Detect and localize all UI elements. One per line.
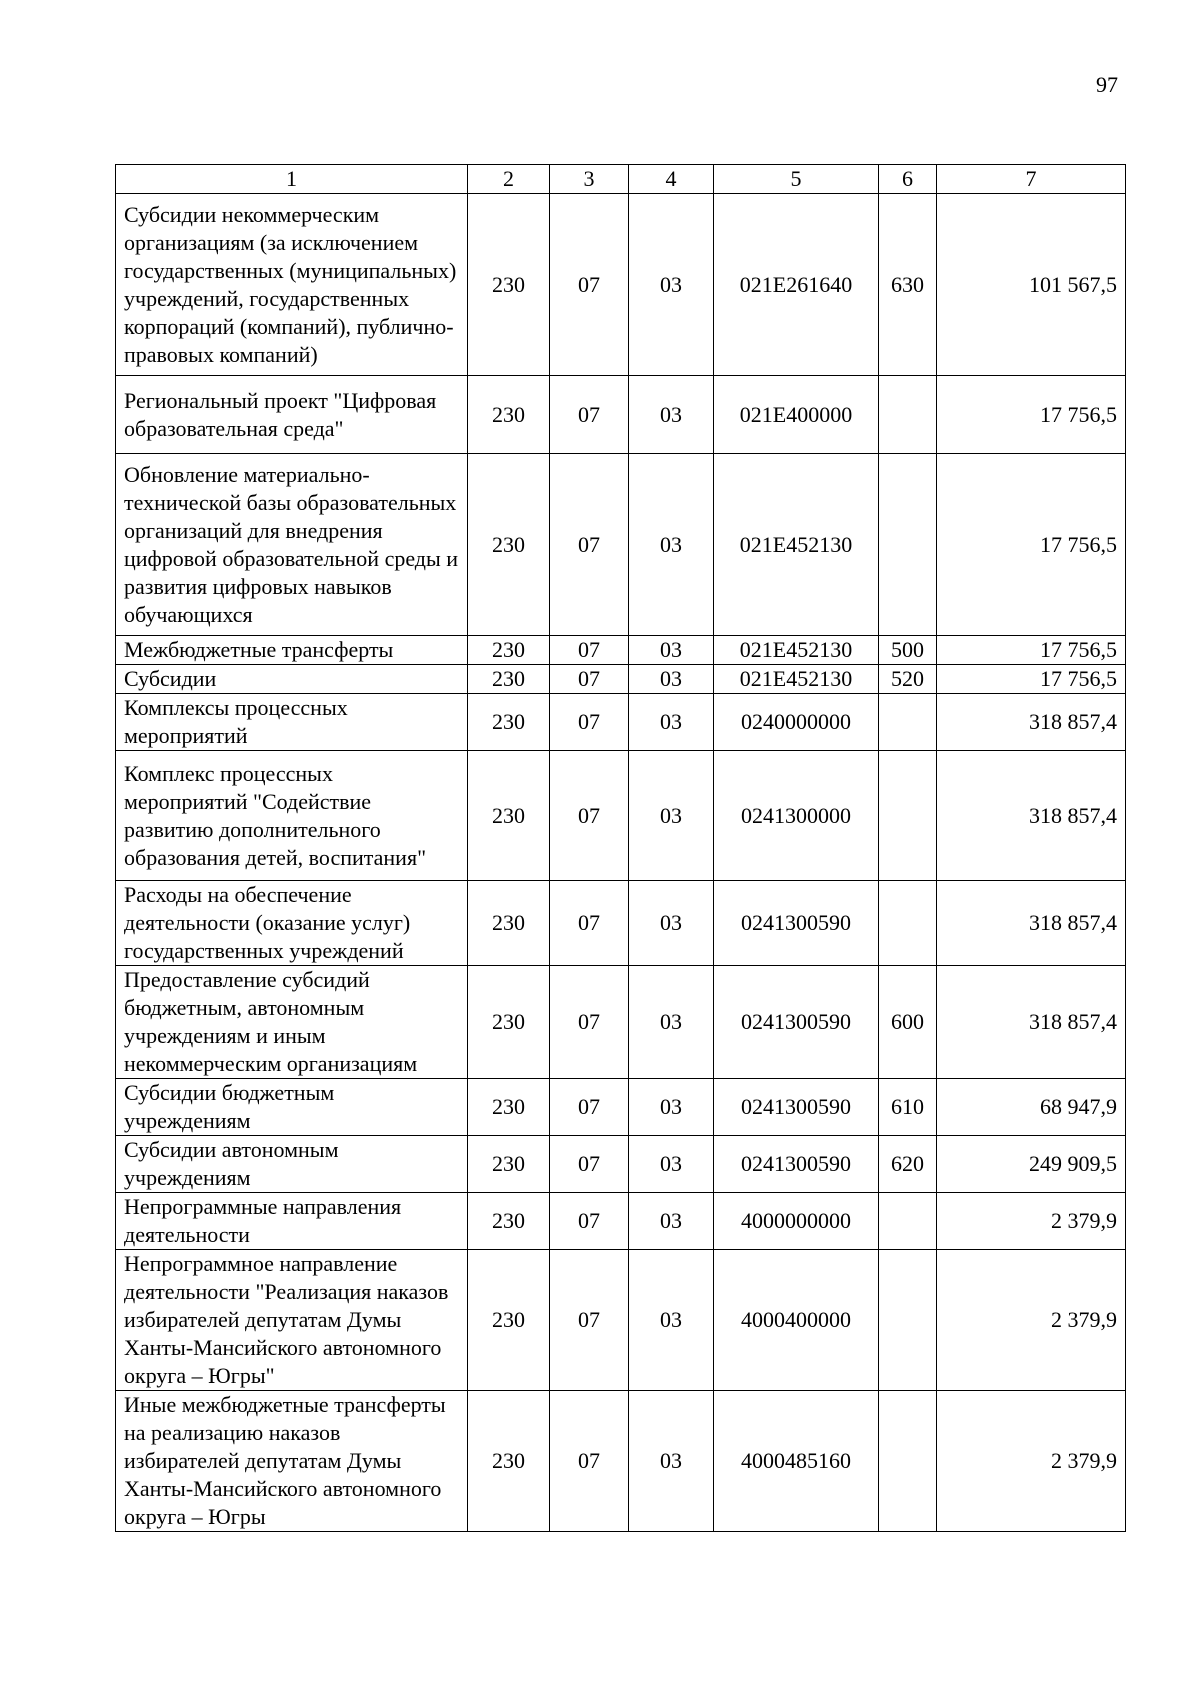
table-row <box>116 376 1126 454</box>
row-target-cell: 021E400000 <box>714 376 879 454</box>
row-type-cell <box>879 694 937 751</box>
row-type-cell <box>879 1193 937 1250</box>
row-subsection-cell: 03 <box>629 881 714 966</box>
column-header: 6 <box>879 165 937 194</box>
row-section-cell: 07 <box>550 1193 629 1250</box>
row-section-cell: 07 <box>550 1136 629 1193</box>
table-row <box>116 694 1126 751</box>
row-amount-cell: 17 756,5 <box>937 665 1126 694</box>
row-section-cell: 07 <box>550 1250 629 1391</box>
row-code-cell: 230 <box>468 665 550 694</box>
row-subsection-cell: 03 <box>629 454 714 636</box>
row-section-cell: 07 <box>550 194 629 376</box>
table-row <box>116 881 1126 966</box>
column-header: 1 <box>116 165 468 194</box>
row-name-cell: Непрограммное направление деятельности "Реализация наказов избирателей депутатам Думы Ханты-Мансийского автономного округа – Югры" <box>116 1250 468 1391</box>
row-name-cell: Субсидии некоммерческим организациям (за исключением государственных (муниципальных) учреждений, государственных корпораций (компаний), публично-правовых компаний) <box>116 194 468 376</box>
row-target-cell: 4000400000 <box>714 1250 879 1391</box>
row-section-cell: 07 <box>550 881 629 966</box>
row-type-cell: 610 <box>879 1079 937 1136</box>
column-header: 7 <box>937 165 1126 194</box>
table-row <box>116 1136 1126 1193</box>
row-section-cell: 07 <box>550 454 629 636</box>
row-section-cell: 07 <box>550 665 629 694</box>
row-section-cell: 07 <box>550 694 629 751</box>
row-subsection-cell: 03 <box>629 966 714 1079</box>
table-row <box>116 636 1126 665</box>
row-name-cell: Комплексы процессных мероприятий <box>116 694 468 751</box>
row-amount-cell: 101 567,5 <box>937 194 1126 376</box>
row-target-cell: 0241300000 <box>714 751 879 881</box>
column-header: 3 <box>550 165 629 194</box>
row-type-cell <box>879 881 937 966</box>
row-subsection-cell: 03 <box>629 665 714 694</box>
table-row <box>116 1391 1126 1532</box>
row-code-cell: 230 <box>468 1193 550 1250</box>
row-type-cell: 500 <box>879 636 937 665</box>
row-type-cell <box>879 376 937 454</box>
row-subsection-cell: 03 <box>629 636 714 665</box>
row-amount-cell: 17 756,5 <box>937 376 1126 454</box>
row-amount-cell: 318 857,4 <box>937 751 1126 881</box>
row-code-cell: 230 <box>468 751 550 881</box>
row-type-cell <box>879 1391 937 1532</box>
table-row <box>116 751 1126 881</box>
table-row <box>116 1193 1126 1250</box>
row-section-cell: 07 <box>550 636 629 665</box>
table-row <box>116 1079 1126 1136</box>
row-code-cell: 230 <box>468 966 550 1079</box>
row-section-cell: 07 <box>550 1079 629 1136</box>
row-subsection-cell: 03 <box>629 1079 714 1136</box>
row-name-cell: Региональный проект "Цифровая образовательная среда" <box>116 376 468 454</box>
row-target-cell: 0241300590 <box>714 881 879 966</box>
row-code-cell: 230 <box>468 1136 550 1193</box>
column-header: 5 <box>714 165 879 194</box>
row-amount-cell: 318 857,4 <box>937 881 1126 966</box>
row-section-cell: 07 <box>550 751 629 881</box>
row-type-cell: 520 <box>879 665 937 694</box>
row-code-cell: 230 <box>468 694 550 751</box>
row-type-cell: 630 <box>879 194 937 376</box>
table-row <box>116 454 1126 636</box>
row-subsection-cell: 03 <box>629 751 714 881</box>
row-code-cell: 230 <box>468 194 550 376</box>
table-row <box>116 966 1126 1079</box>
row-amount-cell: 17 756,5 <box>937 636 1126 665</box>
row-code-cell: 230 <box>468 1079 550 1136</box>
row-type-cell: 620 <box>879 1136 937 1193</box>
table-header-row <box>116 165 1126 194</box>
row-name-cell: Субсидии бюджетным учреждениям <box>116 1079 468 1136</box>
row-target-cell: 021E452130 <box>714 636 879 665</box>
row-name-cell: Непрограммные направления деятельности <box>116 1193 468 1250</box>
row-target-cell: 0240000000 <box>714 694 879 751</box>
column-header: 4 <box>629 165 714 194</box>
row-code-cell: 230 <box>468 636 550 665</box>
row-subsection-cell: 03 <box>629 1250 714 1391</box>
row-type-cell <box>879 751 937 881</box>
table-row <box>116 1250 1126 1391</box>
row-name-cell: Обновление материально-технической базы образовательных организаций для внедрения цифровой образовательной среды и развития цифровых навыков обучающихся <box>116 454 468 636</box>
row-amount-cell: 68 947,9 <box>937 1079 1126 1136</box>
row-code-cell: 230 <box>468 1391 550 1532</box>
row-subsection-cell: 03 <box>629 1391 714 1532</box>
table-row <box>116 665 1126 694</box>
row-subsection-cell: 03 <box>629 194 714 376</box>
row-target-cell: 0241300590 <box>714 1079 879 1136</box>
row-name-cell: Субсидии автономным учреждениям <box>116 1136 468 1193</box>
row-target-cell: 021E452130 <box>714 665 879 694</box>
row-amount-cell: 318 857,4 <box>937 694 1126 751</box>
row-code-cell: 230 <box>468 881 550 966</box>
row-target-cell: 4000000000 <box>714 1193 879 1250</box>
row-target-cell: 021E261640 <box>714 194 879 376</box>
row-subsection-cell: 03 <box>629 1193 714 1250</box>
row-target-cell: 021E452130 <box>714 454 879 636</box>
row-section-cell: 07 <box>550 966 629 1079</box>
row-subsection-cell: 03 <box>629 1136 714 1193</box>
row-type-cell: 600 <box>879 966 937 1079</box>
row-amount-cell: 2 379,9 <box>937 1391 1126 1532</box>
row-section-cell: 07 <box>550 376 629 454</box>
column-header: 2 <box>468 165 550 194</box>
row-name-cell: Предоставление субсидий бюджетным, автономным учреждениям и иным некоммерческим организациям <box>116 966 468 1079</box>
table-row <box>116 194 1126 376</box>
row-amount-cell: 2 379,9 <box>937 1193 1126 1250</box>
row-target-cell: 4000485160 <box>714 1391 879 1532</box>
row-amount-cell: 2 379,9 <box>937 1250 1126 1391</box>
row-target-cell: 0241300590 <box>714 1136 879 1193</box>
row-amount-cell: 17 756,5 <box>937 454 1126 636</box>
row-name-cell: Субсидии <box>116 665 468 694</box>
row-section-cell: 07 <box>550 1391 629 1532</box>
row-name-cell: Расходы на обеспечение деятельности (оказание услуг) государственных учреждений <box>116 881 468 966</box>
row-code-cell: 230 <box>468 454 550 636</box>
row-name-cell: Межбюджетные трансферты <box>116 636 468 665</box>
page-number: 97 <box>1096 72 1118 97</box>
budget-table <box>115 164 1126 1532</box>
row-subsection-cell: 03 <box>629 376 714 454</box>
row-code-cell: 230 <box>468 376 550 454</box>
row-subsection-cell: 03 <box>629 694 714 751</box>
row-type-cell <box>879 1250 937 1391</box>
row-name-cell: Иные межбюджетные трансферты на реализацию наказов избирателей депутатам Думы Ханты-Мансийского автономного округа – Югры <box>116 1391 468 1532</box>
row-name-cell: Комплекс процессных мероприятий "Содействие развитию дополнительного образования детей, воспитания" <box>116 751 468 881</box>
row-amount-cell: 249 909,5 <box>937 1136 1126 1193</box>
row-code-cell: 230 <box>468 1250 550 1391</box>
row-amount-cell: 318 857,4 <box>937 966 1126 1079</box>
row-type-cell <box>879 454 937 636</box>
row-target-cell: 0241300590 <box>714 966 879 1079</box>
